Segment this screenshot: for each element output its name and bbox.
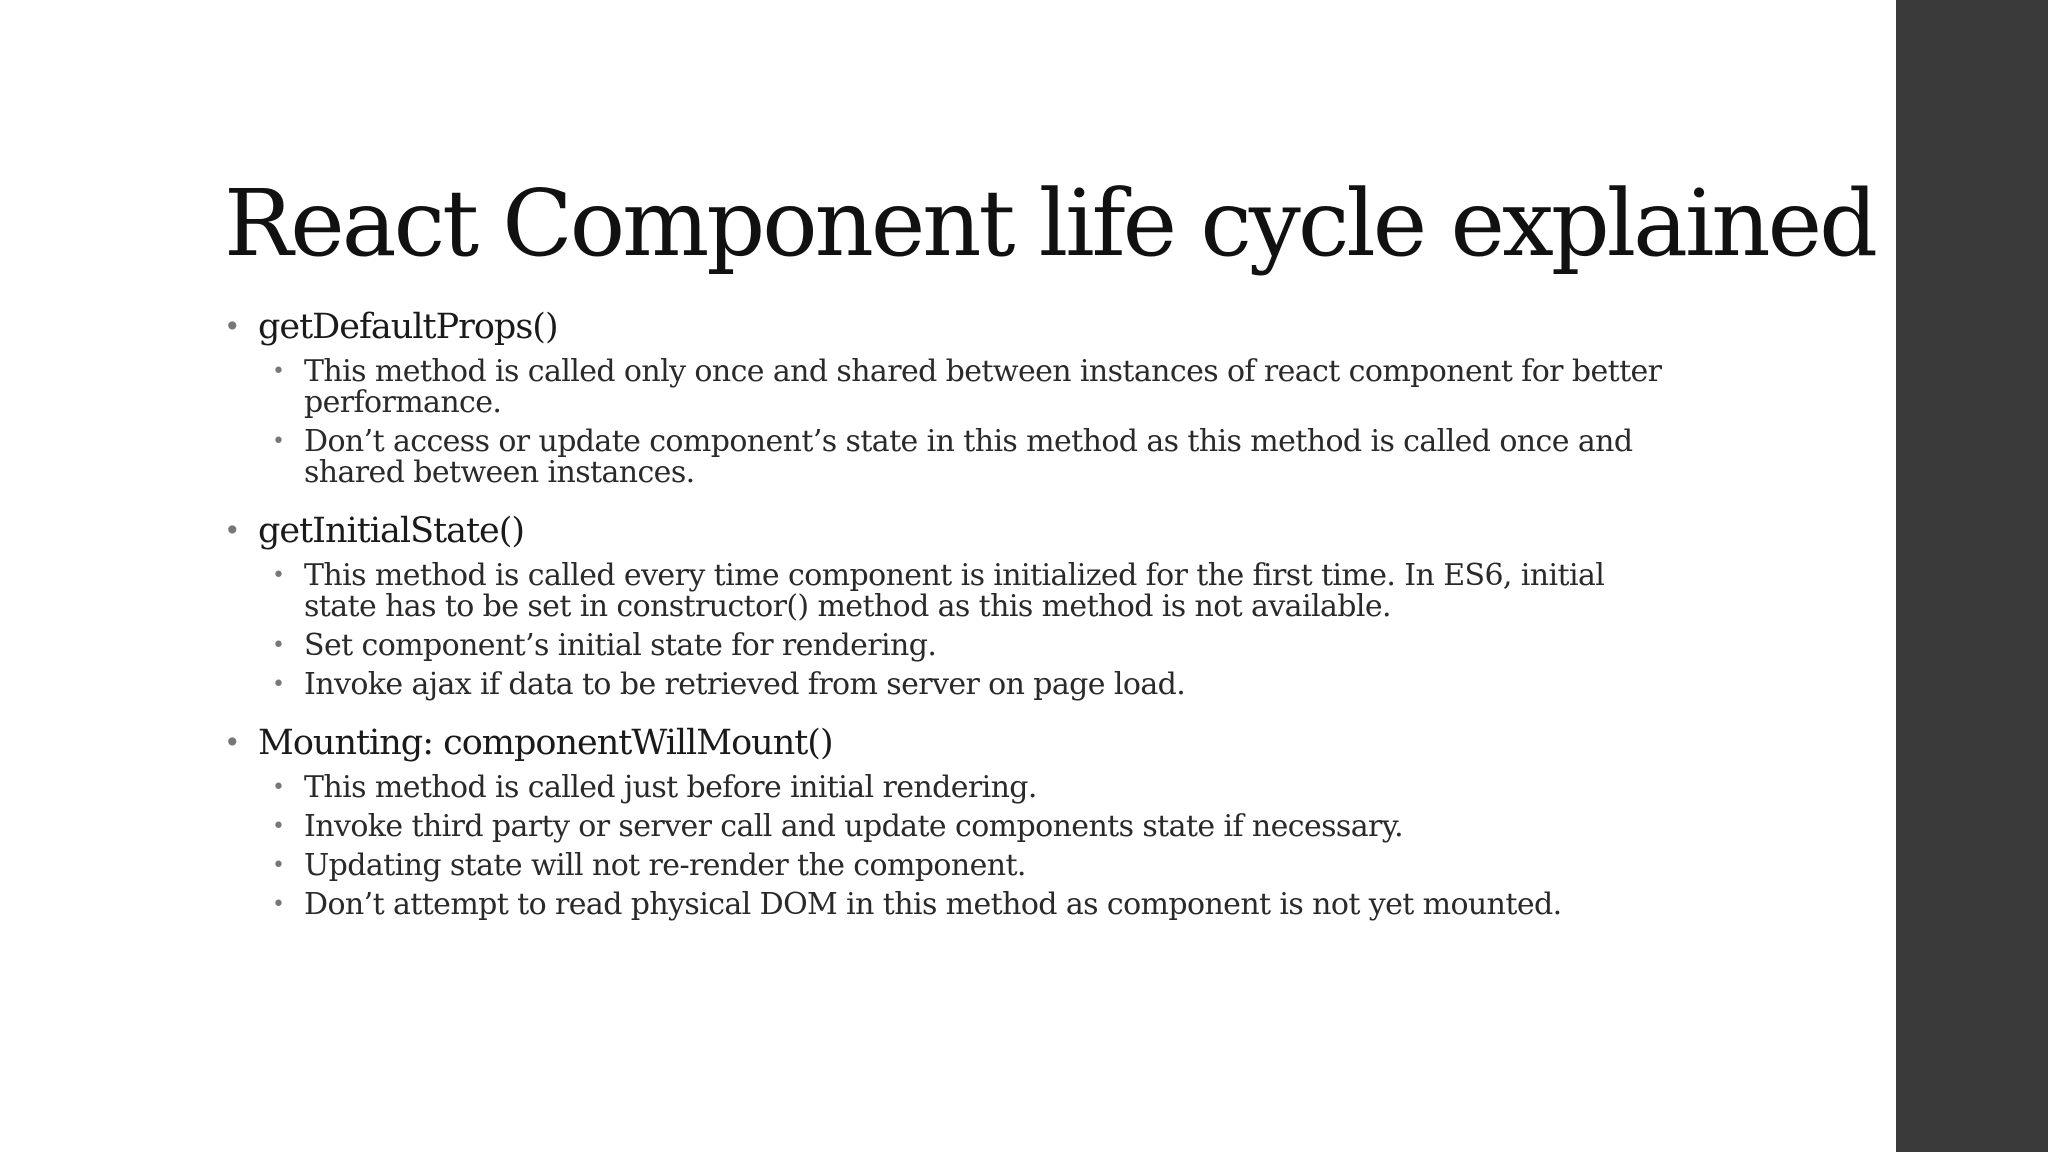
sub-bullet-text: Invoke ajax if data to be retrieved from server on page load. [304,667,1186,702]
sub-bullet-text: Don’t attempt to read physical DOM in this method as component is not yet mounted. [304,887,1562,922]
section-get-initial-state [222,510,1672,700]
bullet-icon: • [272,563,285,588]
bullet-icon: • [224,726,240,759]
sub-bullet-item [222,356,1672,418]
slide-title: React Component life cycle explained [224,170,1876,277]
section-heading [222,510,1672,552]
sub-bullet-text: Set component’s initial state for rendering. [304,628,937,663]
sub-bullet-list [222,772,1672,920]
sub-bullet-text: Invoke third party or server call and update components state if necessary. [304,809,1404,844]
sub-bullet-item [222,811,1672,842]
bullet-icon: • [224,310,240,343]
sub-bullet-text: Don’t access or update component’s state in this method as this method is called once and shared between instances. [304,424,1633,490]
sub-bullet-item [222,560,1672,622]
bullet-icon: • [272,775,285,800]
sub-bullet-text: This method is called just before initial rendering. [304,770,1037,805]
sub-bullet-item [222,889,1672,920]
section-heading [222,306,1672,348]
section-heading [222,722,1672,764]
bullet-icon: • [272,814,285,839]
section-heading-text: getDefaultProps() [258,307,558,347]
sub-bullet-text: This method is called every time component is initialized for the first time. In ES6, initial state has to be set in constructor() method as this method is not available. [304,558,1605,624]
sub-bullet-text: This method is called only once and shared between instances of react component for better performance. [304,354,1662,420]
slide-content [222,306,1672,942]
sub-bullet-list [222,560,1672,700]
section-heading-text: getInitialState() [258,511,525,551]
bullet-icon: • [272,892,285,917]
sub-bullet-item [222,669,1672,700]
bullet-icon: • [272,672,285,697]
sub-bullet-text: Updating state will not re-render the component. [304,848,1026,883]
bullet-icon: • [272,359,285,384]
sub-bullet-item [222,630,1672,661]
section-component-will-mount [222,722,1672,920]
sub-bullet-item [222,772,1672,803]
section-heading-text: Mounting: componentWillMount() [258,723,833,763]
bullet-icon: • [272,429,285,454]
sub-bullet-item [222,850,1672,881]
section-get-default-props [222,306,1672,488]
sub-bullet-item [222,426,1672,488]
bullet-icon: • [272,853,285,878]
side-accent-bar [1896,0,2048,1152]
sub-bullet-list [222,356,1672,488]
bullet-icon: • [272,633,285,658]
bullet-icon: • [224,514,240,547]
